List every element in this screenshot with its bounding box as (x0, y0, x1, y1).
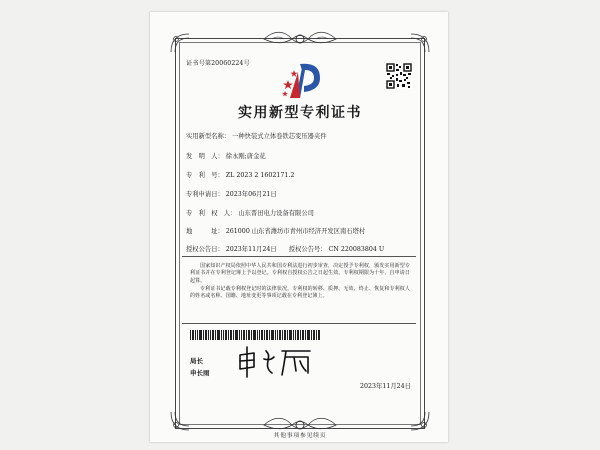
notice-paragraph-2: 专利证书记载专利权登记时的法律状况。专利权的转移、质押、无效、终止、恢复和专利权人的姓名或名称、国籍、地址变更等事项记载在专利登记簿上。 (190, 286, 410, 300)
field-grant-date-and-number (186, 244, 384, 253)
field-value: 山东晋田电力设备有限公司 (238, 210, 314, 217)
field-value: CN 220083804 U (328, 246, 385, 253)
field-inventor (186, 151, 266, 160)
qr-code-icon (386, 63, 412, 89)
certificate-number: 证书号第20060224号 (186, 60, 250, 67)
field-value: ZL 2023 2 1602171.2 (225, 172, 295, 179)
field-patentee (186, 208, 314, 217)
handwritten-signature (236, 345, 316, 379)
field-utility-model-name (186, 131, 327, 140)
footer-note: 其他事项参见续页 (273, 433, 327, 439)
director-name: 申长雨 (190, 369, 210, 377)
field-label: 授权公告号： (288, 246, 327, 253)
divider (182, 256, 416, 257)
divider (182, 323, 416, 324)
field-value: 2023年06月21日 (225, 191, 277, 198)
corner-ornament-bottom-right (409, 410, 431, 432)
field-address (186, 226, 365, 235)
field-label: 专利申请日： (186, 191, 224, 198)
field-label: 发 明 人： (186, 153, 224, 160)
field-value: 一种快装式立体卷铁芯变压器夹件 (232, 133, 327, 140)
notice-paragraph-1: 国家知识产权局依照中华人民共和国专利法进行初步审查，决定授予专利权，颁发实用新型专利证书并在专利登记簿上予以登记。专利权自授权公告之日起生效。专利权期限为十年，自申请日起算。 (190, 263, 410, 284)
certificate-title: 实用新型专利证书 (238, 105, 362, 121)
signature-date: 2023年11月24日 (360, 383, 411, 390)
field-label: 实用新型名称： (186, 133, 231, 140)
top-ornament (262, 30, 338, 48)
field-label: 地 址： (186, 228, 224, 235)
cnipa-emblem-icon (276, 58, 330, 102)
director-title: 局长 (190, 357, 203, 365)
field-value: 2023年11月24日 (225, 246, 277, 253)
corner-ornament-top-left (169, 32, 191, 54)
field-label: 专 利 权 人： (186, 210, 237, 217)
field-label: 授权公告日： (186, 246, 224, 253)
field-filing-date (186, 189, 277, 198)
field-value: 261000 山东省潍坊市青州市经济开发区南石塔村 (225, 228, 366, 235)
barcode-icon (190, 330, 320, 340)
field-patent-number (186, 170, 294, 179)
field-label: 专 利 号： (186, 172, 224, 179)
corner-ornament-top-right (409, 32, 431, 54)
field-value: 徐永刚;唐金花 (225, 153, 266, 160)
corner-ornament-bottom-left (169, 410, 191, 432)
